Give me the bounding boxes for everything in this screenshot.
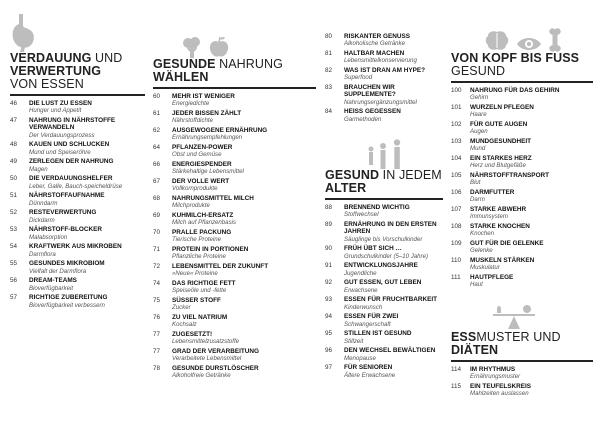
entry-title: FÜR SENIOREN — [344, 364, 393, 372]
toc-entry[interactable] — [325, 84, 443, 106]
toc-entry[interactable] — [10, 260, 145, 275]
section-gesund — [153, 0, 316, 382]
toc-entry[interactable] — [451, 206, 593, 221]
entry-subtitle: Garmethoden — [344, 115, 382, 123]
entry-title: KAUEN UND SCHLUCKEN — [29, 141, 110, 149]
family-icon — [365, 139, 411, 169]
section-verdauung — [10, 0, 145, 311]
section-title: VERDAUUNG UND VERWERTUNG VON ESSEN — [10, 51, 123, 91]
entry-title: ENTWICKLUNGSJAHRE — [344, 262, 418, 270]
toc-list — [325, 204, 443, 379]
section-rule — [451, 360, 593, 362]
page-number: 93 — [325, 296, 333, 304]
toc-entry[interactable] — [451, 138, 593, 153]
entry-subtitle: Stoffwechsel — [344, 211, 379, 219]
entry-title: MUNDGESUNDHEIT — [470, 138, 532, 145]
entry-subtitle: »Neue« Proteine — [172, 270, 218, 278]
toc-entry[interactable] — [153, 212, 316, 227]
entry-subtitle: Blut — [470, 179, 481, 187]
toc-list — [451, 366, 593, 398]
toc-entry[interactable] — [325, 313, 443, 328]
entry-title: ERNÄHRUNG IN DEN ERSTEN JAHREN — [344, 220, 437, 236]
entry-subtitle: Lebensmittelzusatzstoffe — [172, 338, 240, 346]
toc-entry[interactable] — [153, 365, 316, 380]
entry-subtitle: Haare — [470, 111, 487, 119]
entry-subtitle: Immunsystem — [470, 213, 508, 221]
toc-entry[interactable] — [10, 277, 145, 292]
section-rule — [451, 81, 593, 83]
entry-title: STILLEN IST GESUND — [344, 330, 412, 338]
entry-title: GUT ESSEN, GUT LEBEN — [344, 279, 422, 287]
toc-entry[interactable] — [451, 366, 593, 381]
entry-subtitle: Superfood — [344, 74, 373, 82]
entry-subtitle: Kinderwunsch — [344, 303, 383, 311]
page-number: 101 — [451, 104, 462, 111]
page-number: 96 — [325, 347, 333, 355]
entry-subtitle: Ernährungsempfehlungen — [172, 134, 243, 142]
page-number: 71 — [153, 246, 161, 253]
entry-title: GESUNDES MIKROBIOM — [29, 260, 105, 268]
page-number: 103 — [451, 138, 462, 145]
page-number: 74 — [153, 280, 161, 287]
entry-subtitle: Mund und Speiseröhre — [29, 148, 91, 156]
entry-title: NÄHRSTOFFTRANSPORT — [470, 172, 550, 179]
page-number: 67 — [153, 178, 161, 185]
toc-entry[interactable] — [325, 279, 443, 294]
entry-subtitle: Bioverfügbarkeit — [29, 284, 74, 292]
entry-title: PROTEIN IN PORTIONEN — [172, 246, 249, 253]
entry-title: ZU VIEL NATRIUM — [172, 314, 228, 321]
entry-title: BRENNEND WICHTIG — [344, 203, 410, 211]
entry-subtitle: Grundschulkinder (5–10 Jahre) — [344, 252, 429, 260]
entry-subtitle: Der Verdauungsprozess — [29, 131, 95, 139]
entry-subtitle: Darm — [470, 196, 485, 204]
entry-title: IM RHYTHMUS — [470, 365, 516, 373]
entry-title: RESTEVERWERTUNG — [29, 209, 97, 217]
entry-subtitle: Vollkornprodukte — [172, 185, 218, 193]
toc-entry[interactable] — [153, 263, 316, 278]
entry-title: PFLANZEN-POWER — [172, 144, 233, 151]
page-number: 89 — [325, 220, 333, 228]
toc-entry[interactable] — [153, 331, 316, 346]
entry-subtitle: Ernährungsmuster — [470, 372, 521, 380]
toc-entry[interactable] — [153, 127, 316, 142]
toc-list — [451, 87, 593, 289]
toc-entry[interactable] — [10, 294, 145, 309]
toc-entry[interactable] — [153, 229, 316, 244]
entry-title: GESUNDE DURSTLÖSCHER — [172, 365, 259, 372]
toc-entry[interactable] — [10, 209, 145, 224]
entry-title: MEHR IST WENIGER — [172, 93, 235, 100]
section-title: GESUNDE NAHRUNG WÄHLEN — [153, 57, 284, 84]
page-number: 97 — [325, 364, 333, 372]
page-number: 75 — [153, 297, 161, 304]
toc-entry[interactable] — [451, 172, 593, 187]
toc-entry[interactable] — [325, 364, 443, 379]
page-number: 83 — [325, 84, 333, 91]
entry-title: RICHTIGE ZUBEREITUNG — [29, 294, 108, 302]
page-number: 90 — [325, 245, 333, 253]
entry-title: NAHRUNG IN NÄHRSTOFFE VERWANDELN — [29, 117, 116, 132]
entry-subtitle: Milchprodukte — [172, 202, 210, 210]
entry-title: GUT FÜR DIE GELENKE — [470, 240, 544, 247]
entry-title: DER VOLLE WERT — [172, 178, 230, 185]
page-number: 50 — [10, 175, 18, 183]
entry-subtitle: Vielfalt der Darmflora — [29, 267, 87, 275]
entry-subtitle: Knochen — [470, 230, 495, 238]
page-number: 81 — [325, 50, 333, 57]
page-number: 88 — [325, 203, 333, 211]
toc-entry[interactable] — [153, 314, 316, 329]
page-number: 80 — [325, 33, 333, 40]
entry-subtitle: Mund — [470, 145, 486, 153]
toc-entry[interactable] — [325, 67, 443, 82]
entry-title: DIE VERDAUUNGSHELFER — [29, 175, 113, 183]
brain-icon — [485, 30, 509, 52]
section-kopf — [451, 0, 593, 400]
page-number: 60 — [153, 93, 161, 100]
entry-subtitle: Alkoholische Getränke — [344, 40, 405, 48]
page-number: 68 — [153, 195, 161, 202]
page-number: 104 — [451, 155, 462, 162]
page-number: 52 — [10, 209, 18, 217]
entry-subtitle: Gelenke — [470, 247, 493, 255]
entry-title: EIN STARKES HERZ — [470, 155, 532, 162]
entry-title: DIE LUST ZU ESSEN — [29, 100, 92, 107]
toc-entry[interactable] — [325, 330, 443, 345]
entry-subtitle: Hunger und Appetit — [29, 107, 82, 115]
entry-title: ZUGESETZT! — [172, 331, 213, 338]
page-number: 78 — [153, 365, 161, 372]
toc-entry[interactable] — [451, 155, 593, 170]
page-number: 66 — [153, 161, 161, 168]
entry-title: HALTBAR MACHEN — [344, 50, 405, 57]
toc-entry[interactable] — [325, 33, 443, 48]
toc-entry[interactable] — [153, 280, 316, 295]
entry-subtitle: Stärkehaltige Lebensmittel — [172, 168, 244, 176]
page-number: 102 — [451, 121, 462, 128]
entry-title: HAUTPFLEGE — [470, 274, 514, 281]
entry-title: DREAM-TEAMS — [29, 277, 77, 285]
entry-subtitle: Verarbeitete Lebensmittel — [172, 355, 242, 363]
toc-entry[interactable] — [153, 178, 316, 193]
page-number: 62 — [153, 127, 161, 134]
entry-title: RISKANTER GENUSS — [344, 33, 411, 40]
entry-subtitle: Nahrungsergänzungsmittel — [344, 98, 417, 106]
toc-entry[interactable] — [153, 161, 316, 176]
page-number: 94 — [325, 313, 333, 321]
stomach-icon — [10, 14, 36, 52]
toc-entry[interactable] — [153, 144, 316, 159]
entry-title: ESSEN FÜR FRUCHTBARKEIT — [344, 296, 438, 304]
page-number: 46 — [10, 100, 18, 107]
page-number: 64 — [153, 144, 161, 151]
entry-subtitle: Magen — [29, 165, 48, 173]
toc-entry[interactable] — [153, 93, 316, 108]
page-number: 108 — [451, 223, 462, 230]
page-number: 95 — [325, 330, 333, 338]
entry-title: STARKE ABWEHR — [470, 206, 527, 213]
entry-subtitle: Kochsalz — [172, 321, 197, 329]
entry-subtitle: Augen — [470, 128, 488, 136]
toc-entry[interactable] — [325, 296, 443, 311]
page-number: 55 — [10, 260, 18, 268]
toc-entry[interactable] — [325, 347, 443, 362]
toc-entry[interactable] — [451, 223, 593, 238]
toc-entry[interactable] — [451, 189, 593, 204]
page-number: 105 — [451, 172, 462, 179]
section-rule — [153, 87, 316, 89]
entry-title: MUSKELN STÄRKEN — [470, 257, 535, 264]
page-number: 77 — [153, 331, 161, 338]
toc-entry[interactable] — [451, 87, 593, 102]
entry-title: KRAFTWERK AUS MIKROBEN — [29, 243, 122, 251]
entry-title: DEN WECHSEL BEWÄLTIGEN — [344, 347, 436, 355]
toc-entry[interactable] — [153, 297, 316, 312]
section-title: GESUND IN JEDEM ALTER — [325, 167, 442, 195]
entry-subtitle: Säuglinge bis Vorschulkinder — [344, 235, 423, 243]
toc-entry[interactable] — [325, 221, 443, 243]
entry-title: BRAUCHEN WIR SUPPLEMENTE? — [344, 84, 396, 99]
toc-entry[interactable] — [153, 110, 316, 125]
entry-subtitle: Milch auf Pflanzenbasis — [172, 219, 237, 227]
page-number: 72 — [153, 263, 161, 270]
entry-title: NAHRUNGSMITTEL MILCH — [172, 195, 254, 202]
apple-icon — [209, 36, 229, 58]
entry-subtitle: Speiseöle und -fette — [172, 287, 227, 295]
toc-entry[interactable] — [10, 117, 145, 139]
toc-entry[interactable] — [451, 240, 593, 255]
toc-entry[interactable] — [10, 158, 145, 173]
toc-entry[interactable] — [10, 226, 145, 241]
entry-title: NÄHRSTOFF-BLOCKER — [29, 226, 103, 234]
entry-title: LEBENSMITTEL DER ZUKUNFT — [172, 263, 269, 270]
toc-entry[interactable] — [325, 108, 443, 123]
page-number: 82 — [325, 67, 333, 74]
page-number: 110 — [451, 257, 462, 264]
entry-subtitle: Ältere Erwachsene — [344, 371, 396, 379]
page-number: 61 — [153, 110, 161, 117]
toc-entry[interactable] — [10, 100, 145, 115]
entry-subtitle: Bioverfügbarkeit verbessern — [29, 301, 105, 309]
entry-title: FRÜH ÜBT SICH … — [344, 245, 402, 253]
page-number: 57 — [10, 294, 18, 302]
toc-entry[interactable] — [153, 348, 316, 363]
entry-subtitle: Tierische Proteine — [172, 236, 222, 244]
page-number: 77 — [153, 348, 161, 355]
page-number: 48 — [10, 141, 18, 149]
entry-title: ENERGIESPENDER — [172, 161, 232, 168]
eye-icon — [517, 36, 541, 52]
toc-entry[interactable] — [325, 204, 443, 219]
entry-subtitle: Alkoholfreie Getränke — [172, 372, 231, 380]
page-number: 70 — [153, 229, 161, 236]
entry-title: DARMFUTTER — [470, 189, 515, 196]
section-rule — [10, 94, 145, 96]
page-number: 56 — [10, 277, 18, 285]
entry-subtitle: Leber, Galle, Bauch-speicheldrüse — [29, 182, 123, 190]
page-number: 51 — [10, 192, 18, 200]
entry-title: WURZELN PFLEGEN — [470, 104, 534, 111]
entry-title: NÄHRSTOFFAUFNAHME — [29, 192, 105, 200]
entry-subtitle: Obst und Gemüse — [172, 151, 222, 159]
page-number: 76 — [153, 314, 161, 321]
entry-subtitle: Nährstoffdichte — [172, 117, 213, 125]
entry-title: JEDER BISSEN ZÄHLT — [172, 110, 242, 117]
entry-subtitle: Energiedichte — [172, 100, 210, 108]
entry-title: FÜR GUTE AUGEN — [470, 121, 528, 128]
entry-subtitle: Dickdarm — [29, 216, 55, 224]
entry-subtitle: Dünndarm — [29, 199, 58, 207]
toc-entry[interactable] — [451, 274, 593, 289]
page-number: 92 — [325, 279, 333, 287]
entry-subtitle: Schwangerschaft — [344, 320, 391, 328]
entry-title: ESSEN FÜR ZWEI — [344, 313, 399, 321]
toc-list — [325, 33, 443, 123]
page-number: 91 — [325, 262, 333, 270]
toc-entry[interactable] — [325, 245, 443, 260]
entry-title: ZERLEGEN DER NAHRUNG — [29, 158, 114, 166]
entry-subtitle: Herz und Blutgefäße — [470, 162, 526, 170]
page-number: 109 — [451, 240, 462, 247]
page-number: 84 — [325, 108, 333, 116]
page-number: 107 — [451, 206, 462, 213]
toc-list — [10, 100, 145, 309]
section-title: ESSMUSTER UND DIÄTEN — [451, 329, 561, 357]
page-number: 115 — [451, 382, 462, 390]
toc-entry[interactable] — [153, 246, 316, 261]
entry-subtitle: Malabsorption — [29, 233, 68, 241]
toc-entry[interactable] — [10, 175, 145, 190]
page-number: 49 — [10, 158, 18, 166]
entry-title: PRALLE PACKUNG — [172, 229, 232, 236]
toc-entry[interactable] — [153, 195, 316, 210]
entry-subtitle: Stillzeit — [344, 337, 364, 345]
entry-subtitle: Muskulatur — [470, 264, 500, 272]
section-title: VON KOPF BIS FUSS GESUND — [451, 51, 580, 78]
entry-subtitle: Jugendliche — [344, 269, 377, 277]
toc-entry[interactable] — [451, 383, 593, 398]
scale-icon — [491, 301, 537, 331]
entry-subtitle: Erwachsene — [344, 286, 378, 294]
page-number: 106 — [451, 189, 462, 196]
page-number: 47 — [10, 117, 18, 124]
bone-icon — [549, 28, 561, 52]
toc-entry[interactable] — [451, 121, 593, 136]
entry-subtitle: Haut — [470, 281, 483, 289]
entry-subtitle: Gehirn — [470, 94, 489, 102]
page-number: 69 — [153, 212, 161, 219]
toc-list — [153, 93, 316, 380]
entry-title: SÜSSER STOFF — [172, 297, 221, 304]
entry-title: GRAD DER VERARBEITUNG — [172, 348, 259, 355]
entry-subtitle: Lebensmittelkonservierung — [344, 57, 417, 65]
toc-entry[interactable] — [10, 243, 145, 258]
entry-title: KUHMILCH-ERSATZ — [172, 212, 234, 219]
entry-title: DAS RICHTIGE FETT — [172, 280, 236, 287]
entry-title: STARKE KNOCHEN — [470, 223, 530, 230]
entry-subtitle: Mahlzeiten auslassen — [470, 389, 529, 397]
entry-title: EIN TEUFELSKREIS — [470, 382, 532, 390]
toc-entry[interactable] — [451, 104, 593, 119]
entry-subtitle: Menopause — [344, 354, 376, 362]
page-number: 114 — [451, 365, 462, 373]
entry-title: HEISS GEGESSEN — [344, 108, 401, 116]
entry-subtitle: Pflanzliche Proteine — [172, 253, 226, 261]
entry-subtitle: Zucker — [172, 304, 191, 312]
section-rule — [325, 198, 443, 200]
entry-title: WAS IST DRAN AM HYPE? — [344, 67, 426, 74]
entry-title: NAHRUNG FÜR DAS GEHIRN — [470, 87, 560, 94]
entry-title: AUSGEWOGENE ERNÄHRUNG — [172, 127, 268, 134]
toc-entry[interactable] — [325, 262, 443, 277]
page-number: 111 — [451, 274, 461, 281]
page-number: 53 — [10, 226, 18, 234]
section-column-3 — [325, 0, 443, 381]
page-number: 100 — [451, 87, 462, 94]
entry-subtitle: Darmflora — [29, 250, 56, 258]
page-number: 54 — [10, 243, 18, 251]
broccoli-icon — [181, 36, 203, 58]
toc-entry[interactable] — [451, 257, 593, 272]
toc-entry[interactable] — [10, 192, 145, 207]
toc-entry[interactable] — [325, 50, 443, 65]
toc-entry[interactable] — [10, 141, 145, 156]
